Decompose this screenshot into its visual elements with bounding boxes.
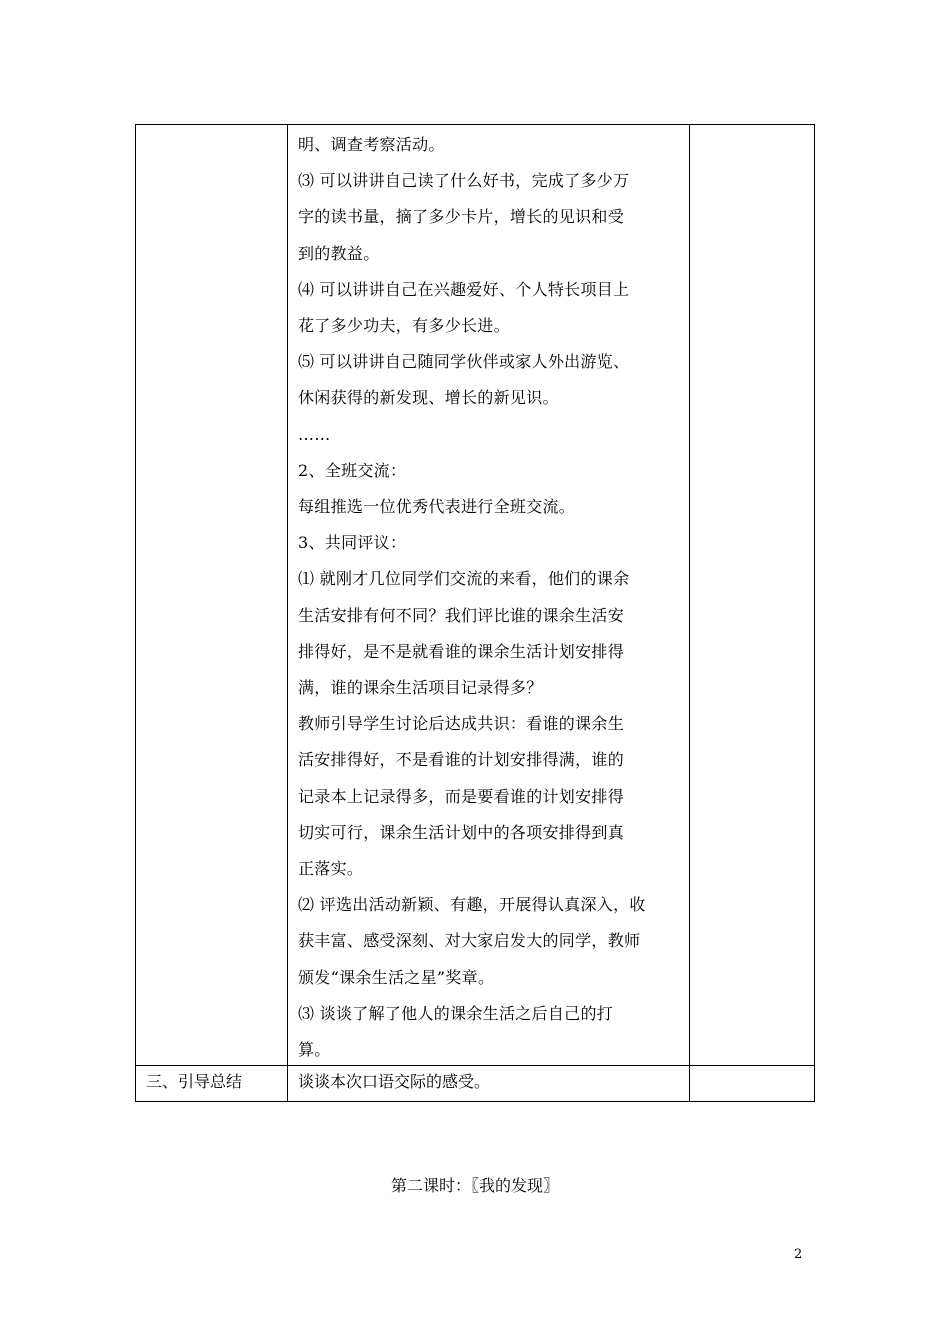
- content-line: 排得好，是不是就看谁的课余生活计划安排得: [298, 641, 625, 661]
- content-line: ⑶ 可以讲讲自己读了什么好书，完成了多少万: [298, 171, 630, 191]
- content-line: 3、共同评议：: [298, 533, 407, 553]
- stage-label: 三、引导总结: [146, 1072, 243, 1091]
- content-line: 休闲获得的新发现、增长的新见识。: [298, 388, 559, 408]
- page-number: 2: [794, 1247, 803, 1262]
- content-line: ……: [298, 424, 331, 444]
- content-line: ⑵ 评选出活动新颖、有趣，开展得认真深入，收: [298, 895, 646, 915]
- content-line: 算。: [298, 1040, 331, 1060]
- content-line: 生活安排有何不同？我们评比谁的课余生活安: [298, 605, 625, 625]
- content-line: 字的读书量，摘了多少卡片，增长的见识和受: [298, 207, 625, 227]
- column-divider-right: [689, 125, 690, 1101]
- content-line: ⑴ 就刚才几位同学们交流的来看，他们的课余: [298, 569, 630, 589]
- content-line: 明、调查考察活动。: [298, 135, 445, 154]
- content-line: ⑶ 谈谈了解了他人的课余生活之后自己的打: [298, 1003, 614, 1023]
- content-line: 颁发“课余生活之星”奖章。: [298, 967, 495, 987]
- content-line: 切实可行，课余生活计划中的各项安排得到真: [298, 822, 625, 842]
- content-line: 满，谁的课余生活项目记录得多？: [298, 678, 543, 698]
- content-line: 获丰富、感受深刻、对大家启发大的同学，教师: [298, 931, 641, 951]
- content-line: 活安排得好，不是看谁的计划安排得满，谁的: [298, 750, 625, 770]
- content-line: ⑷ 可以讲讲自己在兴趣爱好、个人特长项目上: [298, 279, 630, 299]
- content-line: 记录本上记录得多，而是要看谁的计划安排得: [298, 786, 625, 806]
- content-line: ⑸ 可以讲讲自己随同学伙伴或家人外出游览、: [298, 352, 630, 372]
- section-heading: 第二课时：〖我的发现〗: [390, 1176, 559, 1195]
- content-line: 2、全班交流：: [298, 460, 407, 480]
- content-line: 花了多少功夫，有多少长进。: [298, 316, 510, 336]
- content-line: 到的教益。: [298, 243, 380, 263]
- lesson-plan-table: [135, 124, 815, 1102]
- content-line: 每组推选一位优秀代表进行全班交流。: [298, 497, 576, 517]
- content-line: 正落实。: [298, 859, 364, 879]
- content-line: 教师引导学生讨论后达成共识：看谁的课余生: [298, 714, 625, 734]
- column-divider-left: [287, 125, 288, 1101]
- summary-text: 谈谈本次口语交际的感受。: [298, 1072, 491, 1091]
- activity-content-cell: [298, 127, 688, 1068]
